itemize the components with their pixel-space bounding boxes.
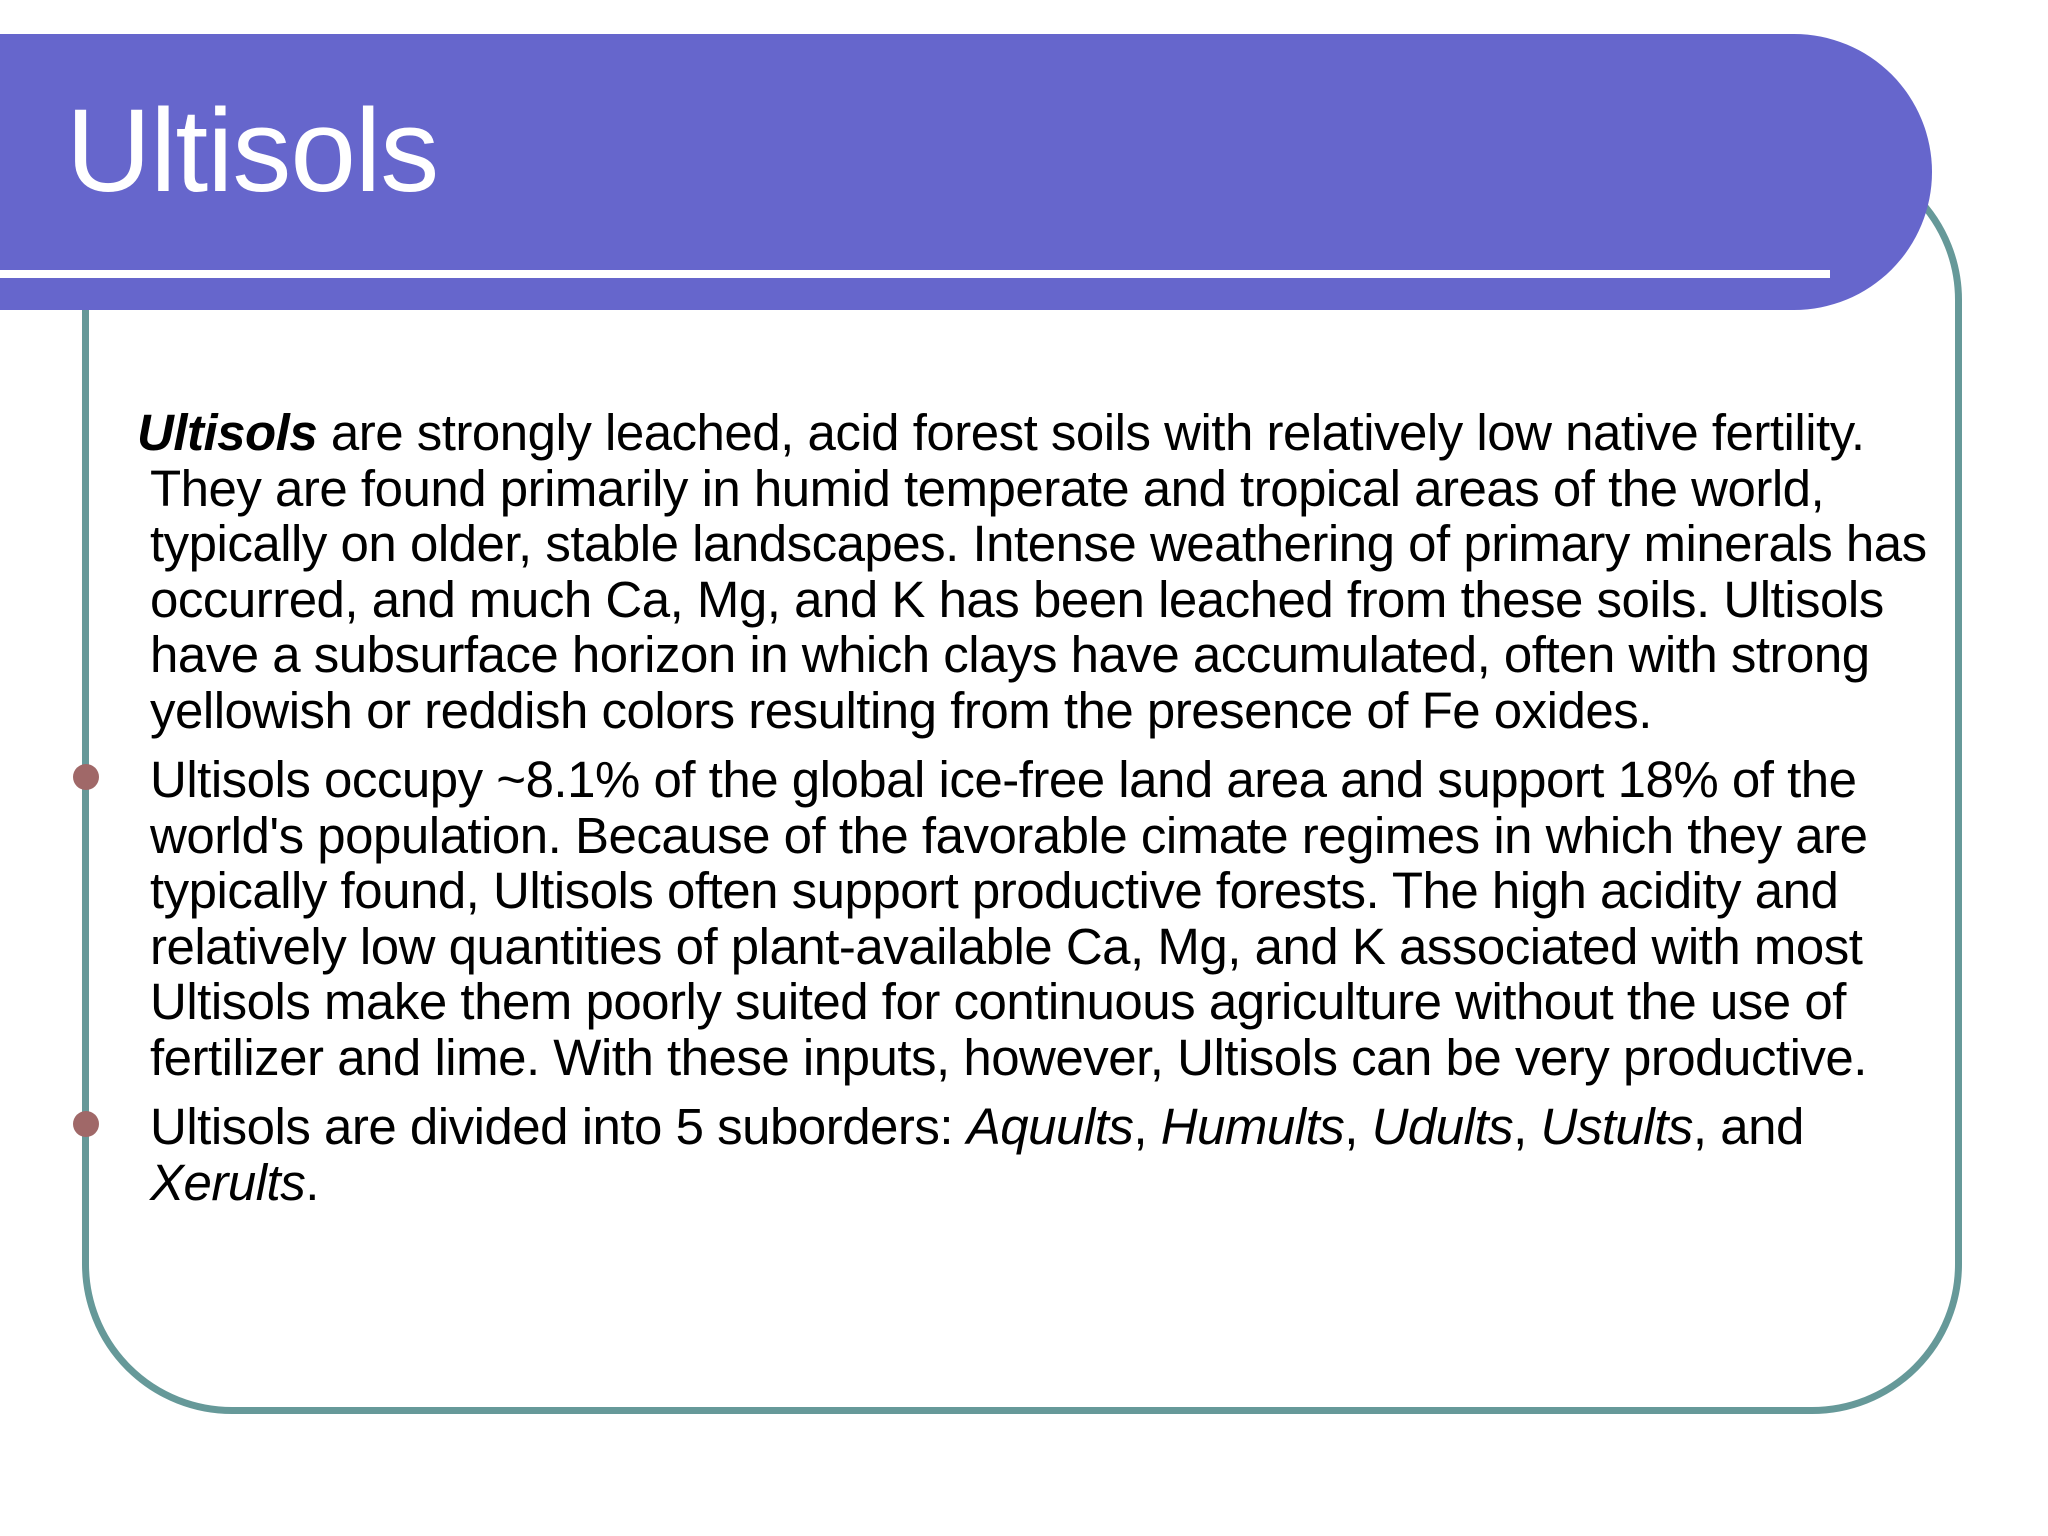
bullet-dot-icon [73,1111,99,1137]
suborder-udults: Udults [1371,1098,1514,1155]
suborder-humults: Humults [1160,1098,1345,1155]
suborders-prefix: Ultisols are divided into 5 suborders: [150,1098,967,1155]
bullet-dot-icon [73,764,99,790]
separator: , [1133,1098,1161,1155]
intro-paragraph [137,404,1970,739]
separator: , [1344,1098,1372,1155]
bullet-item-suborders [150,1099,1970,1210]
separator: , [1513,1098,1541,1155]
title-underline [0,270,1830,278]
bullet-item-population [150,752,1970,1085]
intro-text: are strongly leached, acid forest soils with relatively low native fertility. They are found primarily in humid temperate and tropical areas of the world, typically on older, stable landscapes. Intense weathering of primary minerals has occurred, and much Ca, Mg, and K has been leached from these soils. Ultisols have a subsurface horizon in which clays have accumulated, often with strong yellowish or reddish colors resulting from the presence of Fe oxides. [150,404,1927,739]
suborder-aquults: Aquults [966,1098,1134,1155]
suborder-ustults: Ustults [1540,1098,1693,1155]
suborder-xerults: Xerults [150,1153,306,1211]
sentence-end: . [305,1153,319,1211]
bullet-text: Ultisols occupy ~8.1% of the global ice-free land area and support 18% of the world's population. Because of the favorable cimate regimes in which they are typically found, Ultisols often support productive forests. The high acidity and relatively low quantities of plant-available Ca, Mg, and K associated with most Ultisols make them poorly suited for continuous agriculture without the use of fertilizer and lime. With these inputs, however, Ultisols can be very productive. [150,751,1868,1086]
slide-content [137,404,1970,1211]
page-title: Ultisols [66,85,439,217]
intro-lead-term: Ultisols [137,404,318,461]
and-separator: , and [1692,1098,1804,1155]
